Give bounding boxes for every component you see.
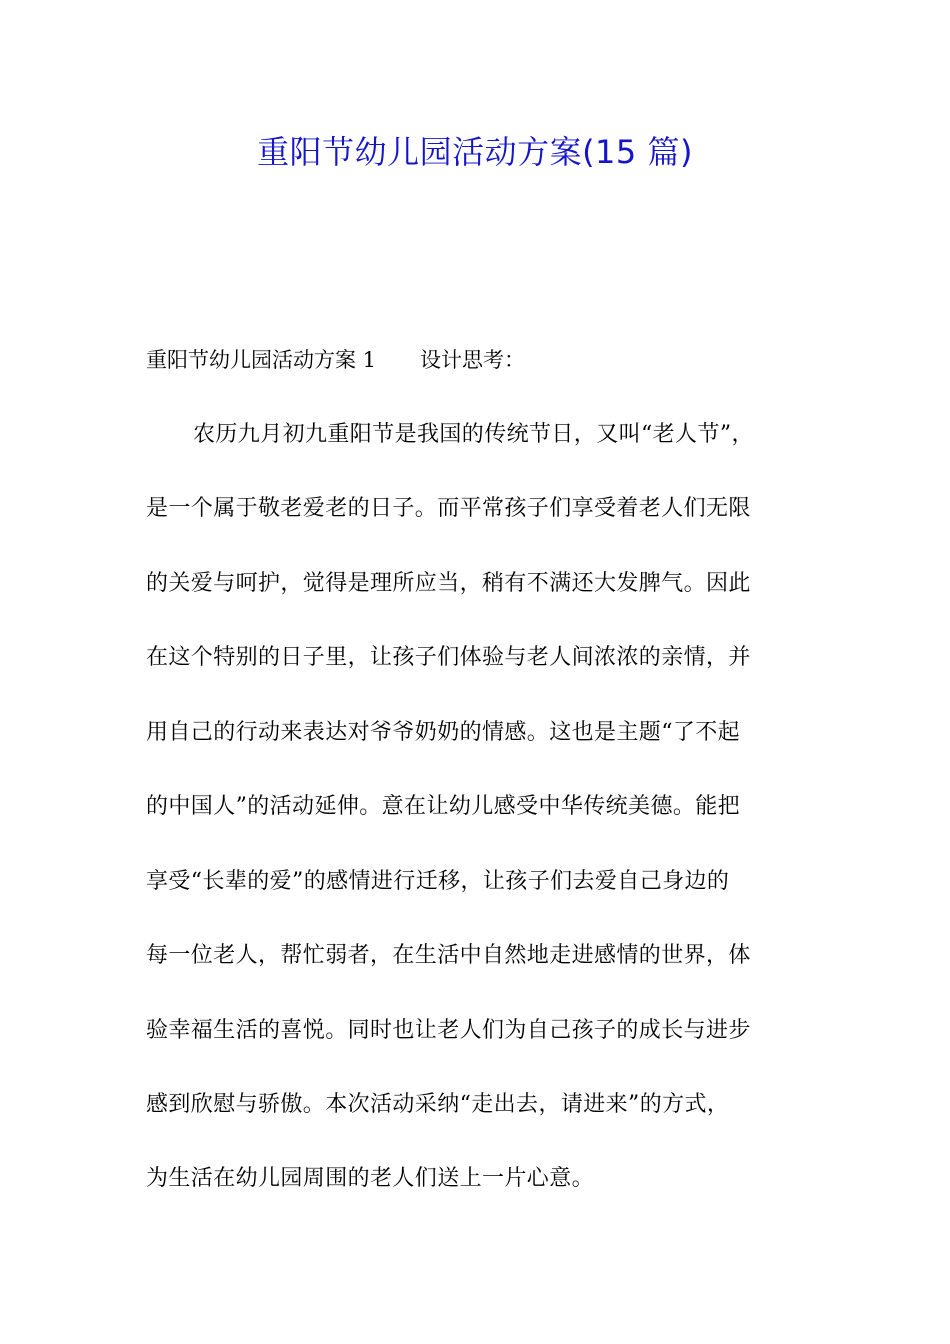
paragraph-line-1: 农历九月初九重阳节是我国的传统节日，又叫“老人节”， <box>193 422 754 447</box>
paragraph-line-8: 每一位老人，帮忙弱者，在生活中自然地走进感情的世界，体 <box>146 943 751 968</box>
paragraph-line-7: 享受“长辈的爱”的感情进行迁移，让孩子们去爱自己身边的 <box>146 869 730 894</box>
document-title: 重阳节幼儿园活动方案(15 篇) <box>257 133 693 171</box>
section-heading <box>146 343 525 377</box>
paragraph-line-2: 是一个属于敬老爱老的日子。而平常孩子们享受着老人们无限 <box>146 496 751 521</box>
paragraph-line-10: 感到欣慰与骄傲。本次活动采纳“走出去，请进来”的方式， <box>146 1092 730 1117</box>
paragraph-line-4: 在这个特别的日子里，让孩子们体验与老人间浓浓的亲情，并 <box>146 645 751 670</box>
paragraph-line-9: 验幸福生活的喜悦。同时也让老人们为自己孩子的成长与进步 <box>146 1018 751 1043</box>
paragraph-line-11: 为生活在幼儿园周围的老人们送上一片心意。 <box>146 1166 595 1191</box>
paragraph-line-3: 的关爱与呵护，觉得是理所应当，稍有不满还大发脾气。因此 <box>146 571 751 596</box>
paragraph-line-5: 用自己的行动来表达对爷爷奶奶的情感。这也是主题“了不起 <box>146 720 741 745</box>
section-subheading: 设计思考： <box>420 348 526 372</box>
paragraph-line-6: 的中国人”的活动延伸。意在让幼儿感受中华传统美德。能把 <box>146 794 741 819</box>
section-name: 重阳节幼儿园活动方案 1 <box>146 348 377 372</box>
